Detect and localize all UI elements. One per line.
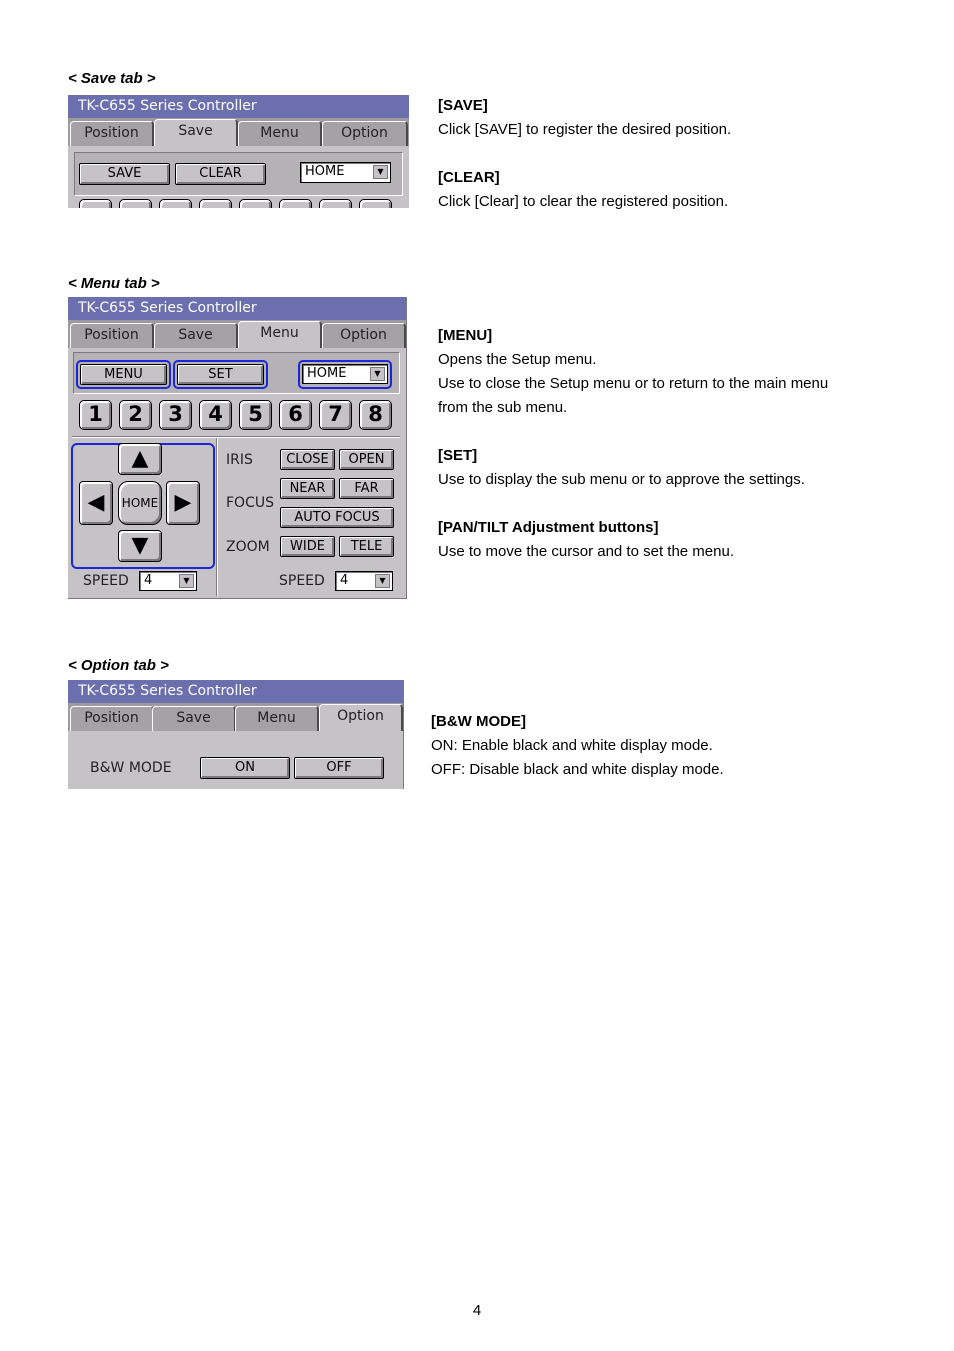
preset-button-partial[interactable] — [239, 199, 272, 208]
dropdown-arrow-icon: ▼ — [373, 165, 388, 179]
save-button[interactable]: SAVE — [79, 163, 170, 185]
bw-off-button[interactable]: OFF — [294, 757, 384, 779]
preset-select-value: HOME — [305, 164, 345, 179]
tab-menu[interactable]: Menu — [238, 321, 322, 348]
dropdown-arrow-icon: ▼ — [370, 367, 385, 381]
tab-position[interactable]: Position — [70, 323, 154, 348]
zoom-wide-button[interactable]: WIDE — [280, 536, 335, 557]
preset-5-button[interactable]: 5 — [239, 400, 272, 430]
tab-option[interactable]: Option — [319, 704, 403, 731]
tab-option[interactable]: Option — [322, 121, 408, 146]
desc-title: [SET] — [438, 447, 478, 464]
home-button[interactable] — [118, 481, 162, 525]
tilt-down-button[interactable] — [118, 530, 162, 562]
pan-right-button[interactable] — [166, 481, 200, 525]
arrow-down-icon: ▼ — [131, 533, 149, 558]
tab-bar — [68, 320, 406, 348]
preset-select[interactable] — [300, 162, 391, 183]
focus-label: FOCUS — [226, 495, 274, 511]
preset-button-partial[interactable] — [119, 199, 152, 208]
preset-4-button[interactable]: 4 — [199, 400, 232, 430]
desc-line: OFF: Disable black and white display mode. — [431, 761, 724, 778]
tab-menu[interactable]: Menu — [238, 121, 322, 146]
desc-line: Opens the Setup menu. — [438, 351, 597, 368]
tilt-up-button[interactable] — [118, 443, 162, 475]
preset-button-partial[interactable] — [159, 199, 192, 208]
preset-button-partial[interactable] — [279, 199, 312, 208]
iris-close-button[interactable]: CLOSE — [280, 449, 335, 470]
dropdown-arrow-icon: ▼ — [375, 574, 390, 588]
tab-position[interactable]: Position — [70, 121, 154, 146]
divider — [72, 436, 400, 438]
save-tab-heading: < Save tab > — [68, 70, 156, 87]
preset-button-partial[interactable] — [79, 199, 112, 208]
controller-title: TK-C655 Series Controller — [68, 95, 409, 118]
preset-button-partial[interactable] — [199, 199, 232, 208]
menu-description — [438, 324, 918, 564]
page-number: 4 — [472, 1302, 482, 1319]
pan-speed-label: SPEED — [83, 573, 129, 589]
preset-2-button[interactable]: 2 — [119, 400, 152, 430]
menu-tab-controller — [68, 297, 407, 599]
preset-select-value: HOME — [307, 366, 347, 381]
desc-line: Click [SAVE] to register the desired position. — [438, 121, 732, 138]
pan-speed-select[interactable] — [139, 571, 197, 591]
tab-save[interactable]: Save — [154, 323, 238, 348]
lens-speed-select[interactable] — [335, 571, 393, 591]
lens-speed-label: SPEED — [279, 573, 325, 589]
controller-title: TK-C655 Series Controller — [68, 297, 406, 320]
option-description — [431, 710, 911, 782]
desc-title: [SAVE] — [438, 97, 488, 114]
home-button-label: HOME — [121, 496, 159, 510]
desc-line: from the sub menu. — [438, 399, 568, 416]
bw-on-button[interactable]: ON — [200, 757, 290, 779]
tab-option[interactable]: Option — [322, 323, 406, 348]
pan-left-button[interactable] — [79, 481, 113, 525]
option-tab-controller — [68, 680, 404, 789]
menu-tab-heading: < Menu tab > — [68, 275, 160, 292]
tab-position[interactable]: Position — [70, 706, 154, 731]
tab-save[interactable]: Save — [154, 119, 238, 146]
controller-title: TK-C655 Series Controller — [68, 680, 403, 703]
preset-7-button[interactable]: 7 — [319, 400, 352, 430]
dropdown-arrow-icon: ▼ — [179, 574, 194, 588]
desc-line: Use to display the sub menu or to approve the settings. — [438, 471, 805, 488]
preset-button-partial[interactable] — [359, 199, 392, 208]
preset-button-partial[interactable] — [319, 199, 352, 208]
zoom-tele-button[interactable]: TELE — [339, 536, 394, 557]
tab-bar — [68, 118, 409, 146]
desc-line: Use to move the cursor and to set the menu. — [438, 543, 734, 560]
desc-line: Click [Clear] to clear the registered position. — [438, 193, 729, 210]
pan-speed-value: 4 — [144, 573, 153, 588]
desc-title: [MENU] — [438, 327, 493, 344]
arrow-left-icon: ◀ — [87, 490, 105, 515]
auto-focus-button[interactable]: AUTO FOCUS — [280, 507, 394, 528]
save-description — [438, 94, 918, 214]
desc-line: Use to close the Setup menu or to return to the main menu — [438, 375, 829, 392]
tab-bar — [68, 703, 403, 731]
option-tab-heading: < Option tab > — [68, 657, 169, 674]
clear-button[interactable]: CLEAR — [175, 163, 266, 185]
preset-8-button[interactable]: 8 — [359, 400, 392, 430]
preset-1-button[interactable]: 1 — [79, 400, 112, 430]
iris-label: IRIS — [226, 452, 253, 468]
set-button[interactable]: SET — [177, 364, 264, 385]
bw-mode-label: B&W MODE — [90, 760, 172, 776]
menu-button[interactable]: MENU — [80, 364, 167, 385]
vertical-divider — [216, 438, 218, 596]
preset-select[interactable] — [302, 364, 388, 384]
save-tab-controller — [68, 95, 409, 208]
desc-title: [B&W MODE] — [431, 713, 526, 730]
desc-line: ON: Enable black and white display mode. — [431, 737, 713, 754]
tab-menu[interactable]: Menu — [235, 706, 319, 731]
focus-near-button[interactable]: NEAR — [280, 478, 335, 499]
iris-open-button[interactable]: OPEN — [339, 449, 394, 470]
preset-3-button[interactable]: 3 — [159, 400, 192, 430]
desc-title: [CLEAR] — [438, 169, 500, 186]
focus-far-button[interactable]: FAR — [339, 478, 394, 499]
preset-6-button[interactable]: 6 — [279, 400, 312, 430]
desc-title: [PAN/TILT Adjustment buttons] — [438, 519, 659, 536]
arrow-up-icon: ▲ — [131, 446, 149, 471]
zoom-label: ZOOM — [226, 539, 270, 555]
arrow-right-icon: ▶ — [174, 490, 192, 515]
lens-speed-value: 4 — [340, 573, 349, 588]
tab-save[interactable]: Save — [152, 706, 236, 731]
